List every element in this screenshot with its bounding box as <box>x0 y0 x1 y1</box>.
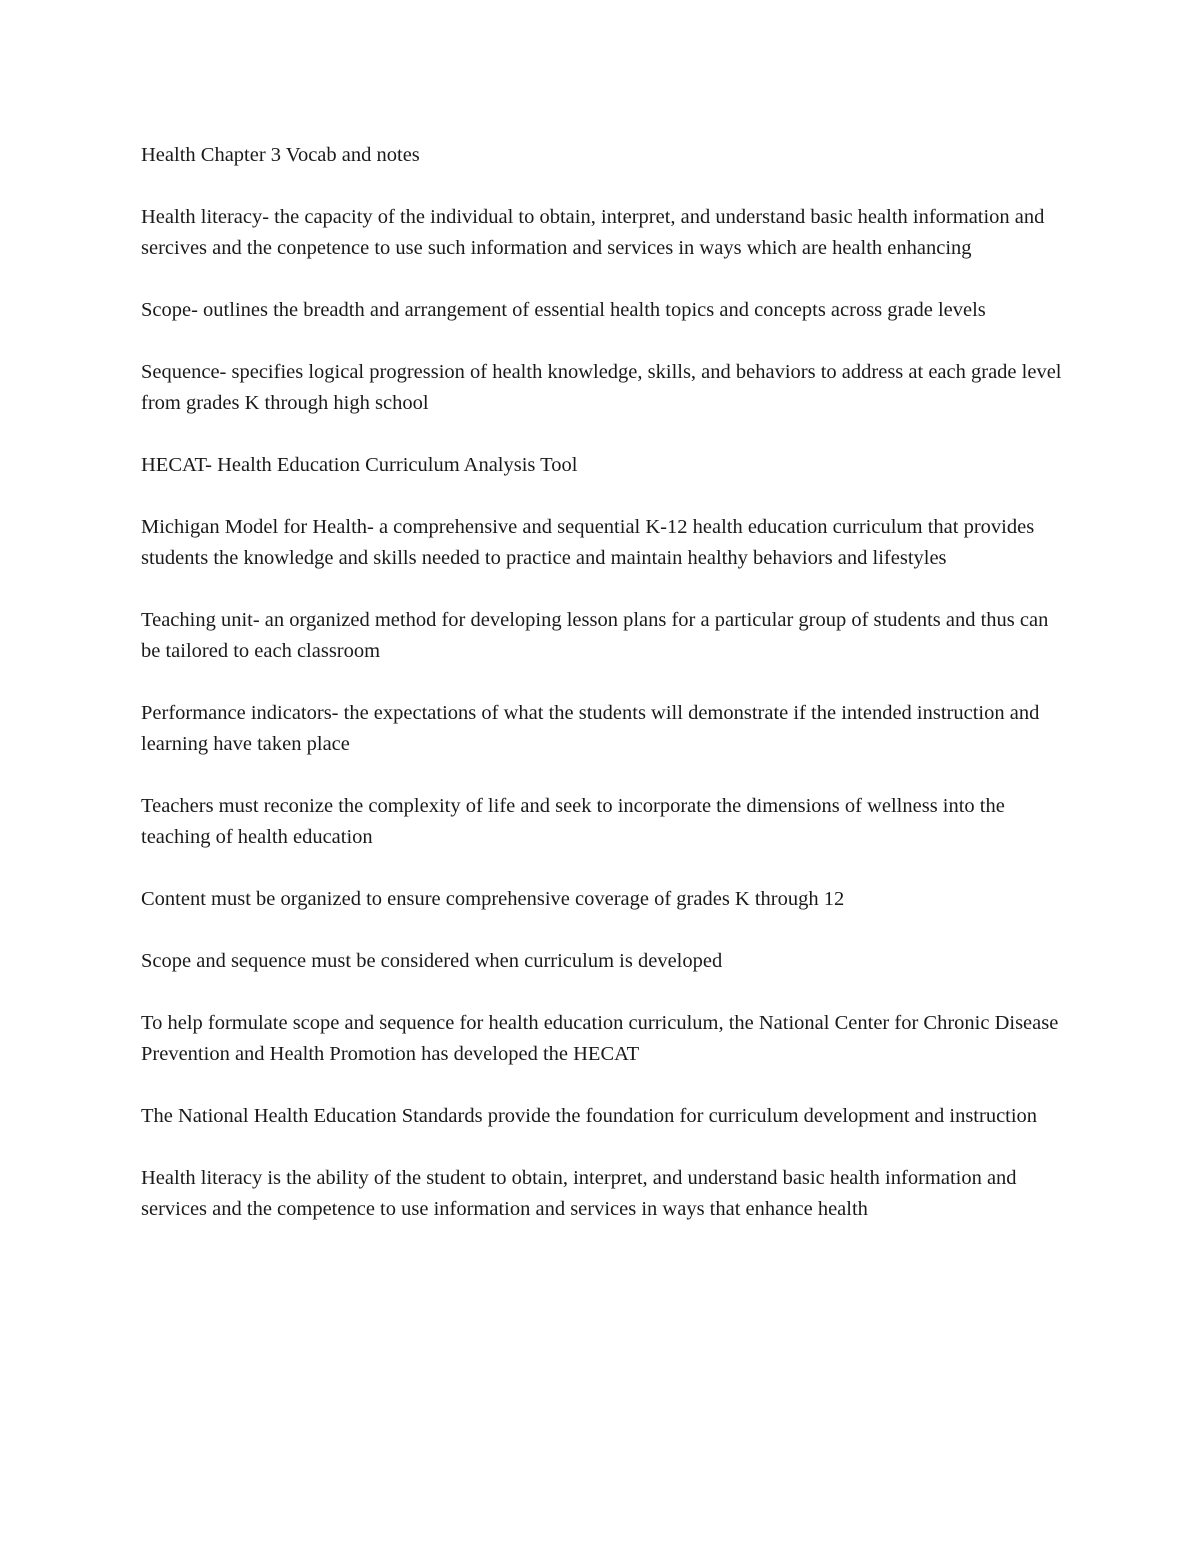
paragraph-note-health-literacy: Health literacy is the ability of the student to obtain, interpret, and understand basic health information and services and the competence to use information and services in ways that enhance health <box>141 1167 1017 1220</box>
paragraph-note-complexity-of-life: Teachers must reconize the complexity of life and seek to incorporate the dimensions of wellness into the teaching of health education <box>141 795 1005 848</box>
paragraph-note-national-standards: The National Health Education Standards provide the foundation for curriculum development and instruction <box>141 1105 1038 1127</box>
paragraph-hecat-definition: HECAT- Health Education Curriculum Analysis Tool <box>141 454 578 476</box>
paragraph-michigan-model-definition: Michigan Model for Health- a comprehensive and sequential K-12 health education curriculum that provides students the knowledge and skills needed to practice and maintain healthy behaviors and lifestyles <box>141 516 1035 569</box>
paragraph-health-literacy-definition: Health literacy- the capacity of the individual to obtain, interpret, and understand basic health information and sercives and the conpetence to use such information and services in ways which are health enhancing <box>141 206 1045 259</box>
document-title: Health Chapter 3 Vocab and notes <box>141 144 420 166</box>
paragraph-sequence-definition: Sequence- specifies logical progression of health knowledge, skills, and behaviors to address at each grade level from grades K through high school <box>141 361 1062 414</box>
paragraph-scope-definition: Scope- outlines the breadth and arrangement of essential health topics and concepts across grade levels <box>141 299 986 321</box>
paragraph-note-content-organized: Content must be organized to ensure comprehensive coverage of grades K through 12 <box>141 888 845 910</box>
paragraph-performance-indicators-definition: Performance indicators- the expectations of what the students will demonstrate if the intended instruction and learning have taken place <box>141 702 1040 755</box>
document-body <box>141 140 1071 1256</box>
paragraph-note-scope-and-sequence: Scope and sequence must be considered when curriculum is developed <box>141 950 723 972</box>
paragraph-note-hecat-developed: To help formulate scope and sequence for health education curriculum, the National Center for Chronic Disease Prevention and Health Promotion has developed the HECAT <box>141 1012 1059 1065</box>
paragraph-teaching-unit-definition: Teaching unit- an organized method for developing lesson plans for a particular group of students and thus can be tailored to each classroom <box>141 609 1049 662</box>
